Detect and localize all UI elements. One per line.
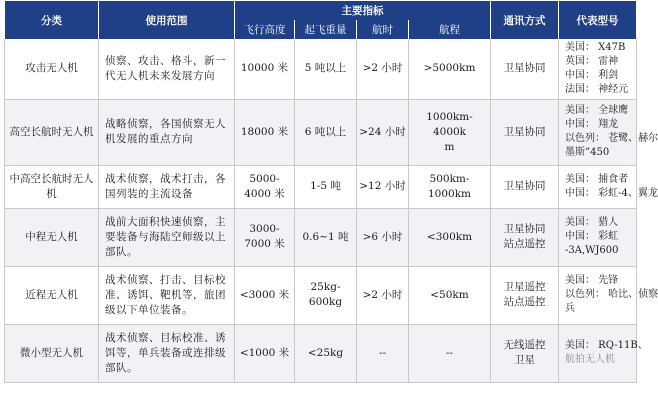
cell-category: 攻击无人机 [5, 39, 99, 99]
cell-category: 高空长航时无人机 [5, 99, 99, 165]
usage-line: 代无人机未来发展方向 [105, 69, 215, 82]
cell-comm [491, 165, 559, 208]
cell-endurance: >24 小时 [357, 99, 409, 165]
cell-altitude: <1000 米 [235, 324, 295, 382]
header-range: 航程 [409, 20, 491, 39]
cell-weight: 5 吨以上 [295, 39, 357, 99]
cell-range: -- [409, 324, 491, 382]
model-line: 中国： 翔龙 [565, 119, 619, 130]
comm-line: 卫星协同 [503, 62, 546, 75]
usage-line: 战前大面积快速侦察，主 [105, 215, 226, 228]
table-row [5, 324, 637, 382]
usage-line: 部队。 [105, 361, 138, 374]
cell-comm [491, 208, 559, 266]
cell-endurance: >12 小时 [357, 165, 409, 208]
cell-models [559, 324, 648, 382]
model-line: -3A,WJ600 [565, 245, 619, 256]
usage-line: 部队。 [105, 245, 138, 258]
model-line: 中国： 彩虹-4、翼龙 [565, 187, 658, 199]
cell-endurance: >6 小时 [357, 208, 409, 266]
table-row [5, 165, 637, 208]
cell-category: 近程无人机 [5, 266, 99, 324]
cell-altitude: 3000-7000 米 [235, 208, 295, 266]
model-line: 中国： 彩虹 [565, 231, 619, 242]
model-line: 美国： 全球鹰 [565, 105, 629, 116]
cell-range: <50km [409, 266, 491, 324]
cell-models [559, 39, 637, 99]
comm-line: 卫星协同 [503, 180, 546, 192]
cell-range: <300km [409, 208, 491, 266]
cell-comm [491, 324, 559, 382]
model-line: 以色列： 哈比、侦察 [565, 289, 658, 300]
cell-weight: 0.6~1 吨 [295, 208, 357, 266]
cell-weight: 6 吨以上 [295, 99, 357, 165]
header-models: 代表型号 [559, 1, 637, 39]
table-row [5, 99, 637, 165]
cell-models [559, 165, 658, 208]
model-line: 墨斯”450 [565, 147, 610, 158]
cell-endurance: >2 小时 [357, 266, 409, 324]
table-row [5, 39, 637, 99]
comm-line: 卫星协同 [503, 223, 546, 235]
usage-line: 战术侦察、打击、目标校 [105, 273, 226, 286]
model-line: 美国： X47B [565, 41, 626, 53]
cell-endurance: >2 小时 [357, 39, 409, 99]
usage-line: 准、诱饵、靶机等，旅团 [105, 288, 226, 301]
table-row [5, 266, 637, 324]
cell-usage [99, 324, 235, 382]
cell-comm [491, 266, 559, 324]
usage-line: 战略侦察，各国侦察无人 [105, 118, 226, 130]
cell-altitude: 10000 米 [235, 39, 295, 99]
header-category: 分类 [5, 1, 99, 39]
header-row [5, 1, 637, 20]
header-altitude: 飞行高度 [235, 20, 295, 39]
comm-line: 站点遥控 [503, 238, 546, 250]
model-line: 美国： 先锋 [565, 275, 619, 286]
header-endurance: 航时 [357, 20, 409, 39]
comm-line: 站点遥控 [503, 296, 546, 308]
cell-usage [99, 208, 235, 266]
comm-line: 卫星 [514, 354, 535, 366]
model-line: 中国： 利剑 [565, 69, 619, 81]
comm-line: 卫星遥控 [503, 281, 546, 293]
cell-models [559, 99, 658, 165]
model-line: 英国： 雷神 [565, 55, 619, 67]
model-line: 航拍无人机 [565, 354, 615, 365]
header-takeoff-weight: 起飞重量 [295, 20, 357, 39]
cell-models [559, 208, 637, 266]
usage-line: 要装备与海陆空师级以上 [105, 230, 226, 243]
cell-altitude: 5000-4000 米 [235, 165, 295, 208]
usage-line: 饵等，单兵装备或连排级 [105, 346, 226, 359]
model-line: 美国： 猎人 [565, 217, 619, 228]
usage-line: 侦察、攻击、格斗，新一 [105, 54, 226, 67]
cell-category: 中程无人机 [5, 208, 99, 266]
cell-altitude: <3000 米 [235, 266, 295, 324]
usage-line: 战术侦察、目标校准、诱 [105, 331, 226, 344]
cell-altitude: 18000 米 [235, 99, 295, 165]
cell-category: 中高空长航时无人机 [5, 165, 99, 208]
cell-comm [491, 39, 559, 99]
table-row [5, 208, 637, 266]
cell-category: 微小型无人机 [5, 324, 99, 382]
comm-line: 无线遥控 [503, 339, 546, 351]
cell-range: >5000km [409, 39, 491, 99]
uav-classification-table [4, 1, 658, 383]
header-main-indicators: 主要指标 [235, 1, 491, 20]
cell-range: 1000km-4000k m [409, 99, 491, 165]
usage-line: 机发展的重点方向 [105, 133, 193, 145]
model-line: 美国： 捕食者 [565, 173, 629, 185]
model-line: 兵 [565, 303, 575, 314]
model-line: 法国： 神经元 [565, 83, 629, 95]
usage-line: 国列装的主流设备 [105, 187, 193, 200]
cell-weight: 25kg-600kg [295, 266, 357, 324]
usage-line: 级以下单位装备。 [105, 303, 193, 316]
cell-range: 500km-1000km [409, 165, 491, 208]
cell-usage [99, 99, 235, 165]
model-line: 美国： RQ-11B、 [565, 340, 648, 351]
comm-line: 卫星协同 [503, 125, 546, 138]
cell-models [559, 266, 658, 324]
cell-comm [491, 99, 559, 165]
cell-usage [99, 266, 235, 324]
cell-endurance: -- [357, 324, 409, 382]
model-line: 以色列： 苍鹭、赫尔 [565, 133, 658, 144]
cell-usage [99, 39, 235, 99]
header-usage: 使用范围 [99, 1, 235, 39]
header-comm: 通讯方式 [491, 1, 559, 39]
cell-weight: <25kg [295, 324, 357, 382]
cell-weight: 1-5 吨 [295, 165, 357, 208]
cell-usage [99, 165, 235, 208]
usage-line: 战术侦察，战术打击，各 [105, 172, 226, 185]
